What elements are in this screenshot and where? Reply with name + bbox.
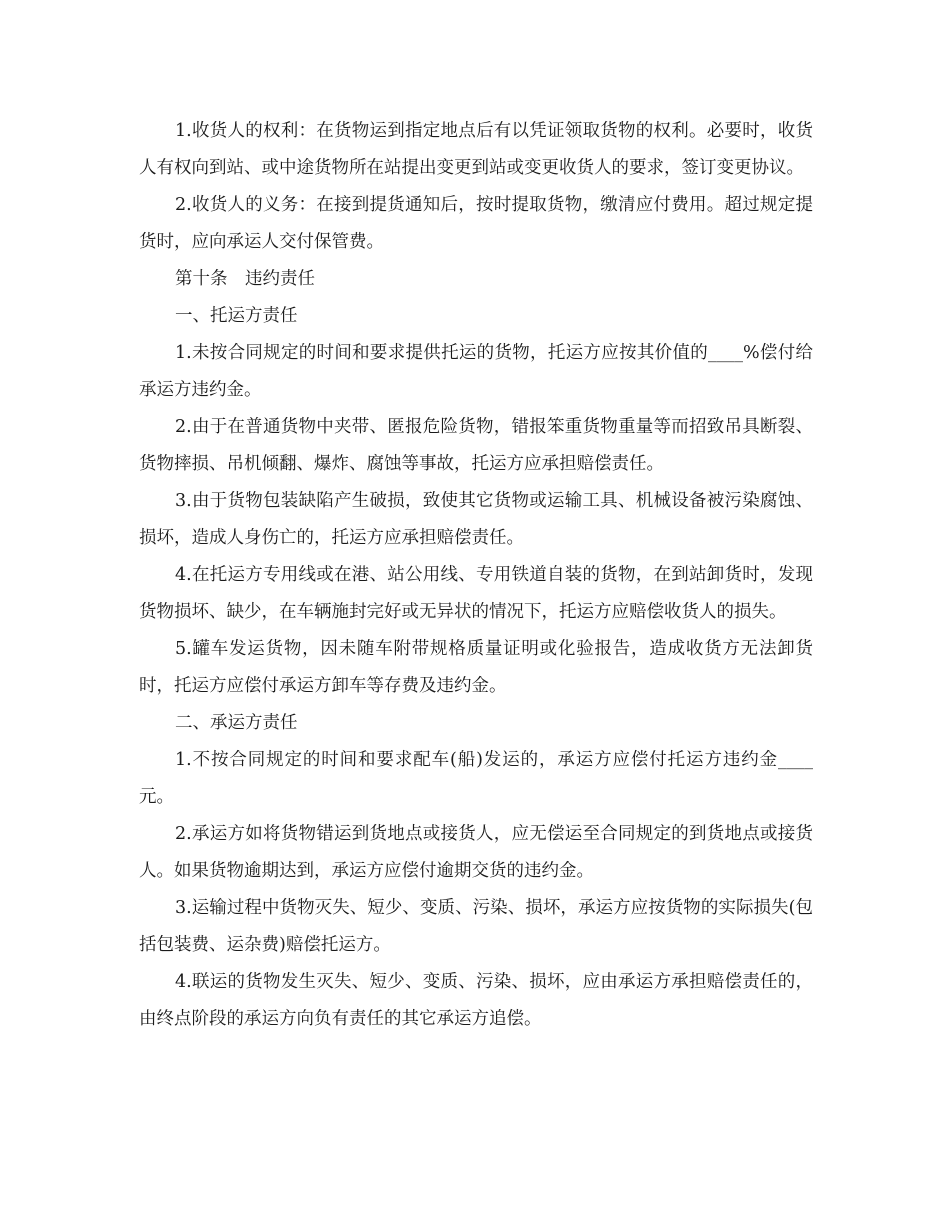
paragraph-consignee-rights: 1.收货人的权利：在货物运到指定地点后有以凭证领取货物的权利。必要时，收货人有权向到站、或中途货物所在站提出变更到站或变更收货人的要求，签订变更协议。: [139, 121, 813, 178]
paragraph-carrier-2: 2.承运方如将货物错运到货地点或接货人，应无偿运至合同规定的到货地点或接货人。如果货物逾期达到，承运方应偿付逾期交货的违约金。: [139, 824, 813, 881]
paragraph-carrier-1: 1.不按合同规定的时间和要求配车(船)发运的，承运方应偿付托运方违约金____元。: [139, 750, 813, 807]
document-body: [139, 113, 813, 1038]
paragraph-shipper-2: 2.由于在普通货物中夹带、匿报危险货物，错报笨重货物重量等而招致吊具断裂、货物摔损、吊机倾翻、爆炸、腐蚀等事故，托运方应承担赔偿责任。: [139, 417, 813, 474]
article-heading: 第十条 违约责任: [175, 269, 315, 289]
paragraph-carrier-3: 3.运输过程中货物灭失、短少、变质、污染、损坏，承运方应按货物的实际损失(包括包装费、运杂费)赔偿托运方。: [139, 898, 813, 955]
paragraph-shipper-4: 4.在托运方专用线或在港、站公用线、专用铁道自装的货物，在到站卸货时，发现货物损坏、缺少，在车辆施封完好或无异状的情况下，托运方应赔偿收货人的损失。: [139, 565, 813, 622]
section-heading-carrier: 二、承运方责任: [175, 713, 298, 733]
paragraph-shipper-3: 3.由于货物包装缺陷产生破损，致使其它货物或运输工具、机械设备被污染腐蚀、损坏，造成人身伤亡的，托运方应承担赔偿责任。: [139, 491, 813, 548]
section-heading-shipper: 一、托运方责任: [175, 306, 298, 326]
paragraph-carrier-4: 4.联运的货物发生灭失、短少、变质、污染、损坏，应由承运方承担赔偿责任的，由终点阶段的承运方向负有责任的其它承运方追偿。: [139, 972, 813, 1029]
paragraph-shipper-5: 5.罐车发运货物，因未随车附带规格质量证明或化验报告，造成收货方无法卸货时，托运方应偿付承运方卸车等存费及违约金。: [139, 639, 813, 696]
paragraph-shipper-1: 1.未按合同规定的时间和要求提供托运的货物，托运方应按其价值的____%偿付给承运方违约金。: [139, 343, 813, 400]
paragraph-consignee-obligations: 2.收货人的义务：在接到提货通知后，按时提取货物，缴清应付费用。超过规定提货时，应向承运人交付保管费。: [139, 195, 813, 252]
